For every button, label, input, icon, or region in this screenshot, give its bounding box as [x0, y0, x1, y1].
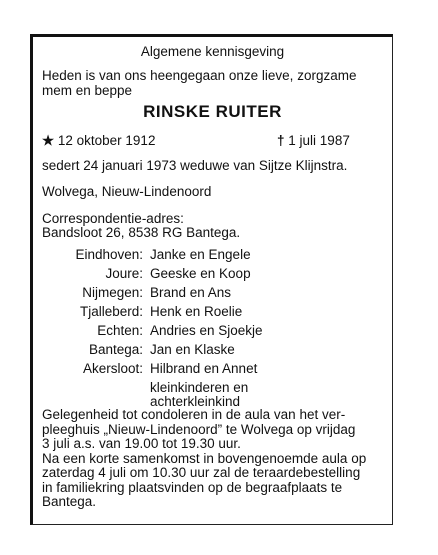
family-names: Hilbrand en Annet: [150, 361, 258, 376]
funeral-line: Na een korte samenkomst in bovengenoemde aula op: [42, 450, 367, 466]
family-names: Brand en Ans: [150, 285, 232, 300]
star-icon: ★: [42, 133, 55, 148]
grandchildren-line-2: achterkleinkind: [150, 394, 241, 409]
family-place: Eindhoven:: [75, 247, 143, 262]
funeral-line: Bantega.: [42, 494, 97, 509]
family-place: Tjalleberd:: [79, 304, 143, 319]
widow-line: sedert 24 januari 1973 weduwe van Sijtze Klijnstra.: [42, 158, 348, 173]
funeral-line: zaterdag 4 juli om 10.30 uur zal de teraardebestelling: [42, 465, 361, 480]
correspondence-label: Correspondentie-adres:: [42, 211, 184, 226]
family-names: Janke en Engele: [150, 247, 251, 262]
grandchildren-line-1: kleinkinderen en: [150, 380, 249, 395]
death-date: 1 juli 1987: [288, 133, 350, 148]
family-place: Akersloot:: [82, 361, 143, 376]
correspondence-address: Bandsloot 26, 8538 RG Bantega.: [42, 225, 241, 240]
birth-date: 12 oktober 1912: [57, 133, 156, 148]
family-place: Joure:: [105, 266, 143, 281]
cross-icon: †: [277, 133, 285, 148]
family-place: Bantega:: [88, 342, 143, 357]
birth-line: [42, 134, 155, 148]
funeral-line: in familiekring plaatsvinden op de begraafplaats te: [42, 479, 343, 495]
family-names: Geeske en Koop: [150, 266, 251, 281]
condolence-line: Gelegenheid tot condoleren in de aula van het ver-: [42, 407, 346, 422]
residence: Wolvega, Nieuw-Lindenoord: [42, 184, 212, 199]
family-names: Jan en Klaske: [150, 342, 235, 357]
intro-line-2: mem en beppe: [42, 83, 133, 98]
family-names: Henk en Roelie: [150, 304, 243, 319]
death-line: [277, 134, 350, 148]
condolence-line: pleeghuis „Nieuw-Lindenoord” te Wolvega op vrijdag: [42, 421, 356, 437]
deceased-name: RINSKE RUITER: [143, 102, 282, 121]
notice-heading: Algemene kennisgeving: [140, 44, 285, 59]
intro-line-1: Heden is van ons heengegaan onze lieve, zorgzame: [42, 68, 357, 83]
death-notice: [30, 34, 393, 525]
family-place: Echten:: [97, 323, 143, 338]
family-place: Nijmegen:: [82, 285, 143, 300]
family-names: Andries en Sjoekje: [150, 323, 263, 338]
closing-text: [42, 408, 392, 510]
condolence-line: 3 juli a.s. van 19.00 tot 19.30 uur.: [42, 436, 241, 451]
